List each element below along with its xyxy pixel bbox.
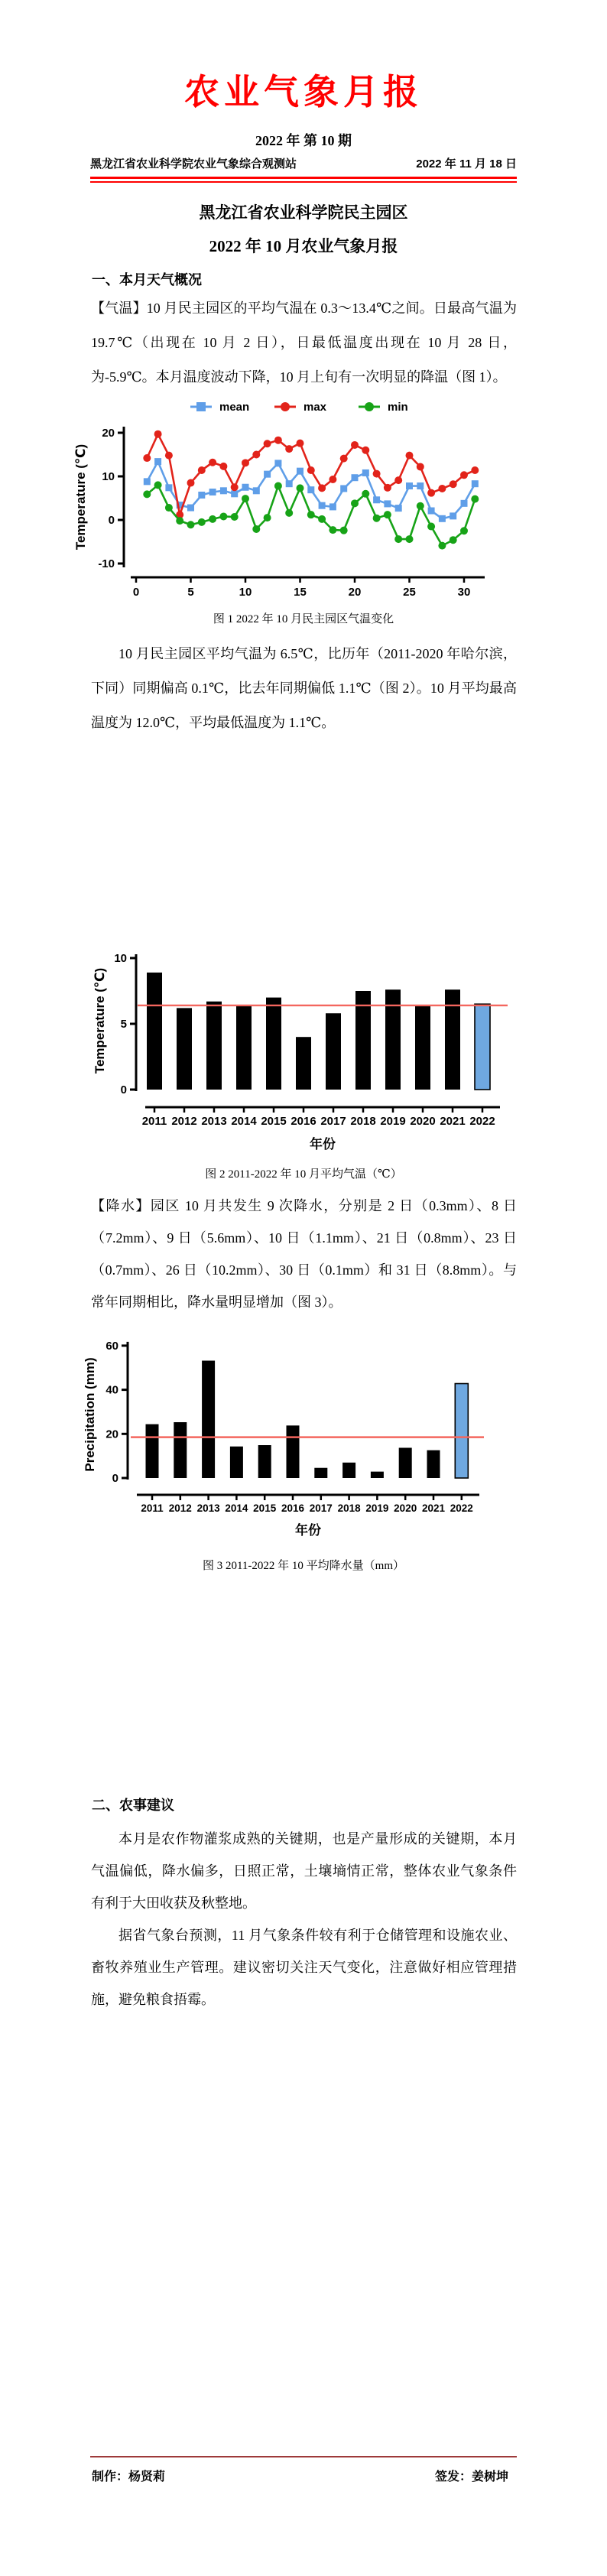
svg-text:0: 0 <box>108 514 115 527</box>
svg-text:max: max <box>304 401 327 414</box>
svg-text:2013: 2013 <box>201 1115 227 1128</box>
temperature-summary-paragraph: 10 月民主园区平均气温为 6.5℃，比历年（2011-2020 年哈尔滨，下同）同期偏高 0.1℃，比去年同期偏低 1.1℃（图 2）。10 月平均最高温度为 12.0℃，平均最低温度为 1.1℃。 <box>91 646 517 730</box>
svg-text:2017: 2017 <box>309 1502 333 1514</box>
svg-text:2018: 2018 <box>350 1115 376 1128</box>
svg-text:10: 10 <box>102 470 115 483</box>
svg-text:2014: 2014 <box>231 1115 257 1128</box>
advice-paragraph-2: 据省气象台预测，11 月气象条件较有利于仓储管理和设施农业、畜牧养殖业生产管理。建议密切关注天气变化，注意做好相应管理措施，避免粮食捂霉。 <box>91 1928 517 2007</box>
section2-heading: 二、农事建议 <box>92 1798 174 1813</box>
svg-text:20: 20 <box>102 427 115 440</box>
svg-text:2022: 2022 <box>469 1115 495 1128</box>
fig1-caption: 图 1 2022 年 10 月民主园区气温变化 <box>213 613 394 625</box>
section1-heading: 一、本月天气概况 <box>92 272 202 287</box>
svg-text:2015: 2015 <box>261 1115 287 1128</box>
svg-text:2017: 2017 <box>320 1115 346 1128</box>
svg-text:Precipitation (mm): Precipitation (mm) <box>83 1357 97 1472</box>
svg-text:mean: mean <box>219 401 250 414</box>
advice-paragraph-1: 本月是农作物灌浆成熟的关键期，也是产量形成的关键期，本月气温偏低，降水偏多，日照正常，土壤墒情正常，整体农业气象条件有利于大田收获及秋整地。 <box>91 1831 517 1911</box>
svg-text:5: 5 <box>120 1018 127 1031</box>
svg-text:2012: 2012 <box>171 1115 197 1128</box>
svg-text:2016: 2016 <box>281 1502 305 1514</box>
header-row <box>90 155 517 171</box>
svg-text:15: 15 <box>294 586 307 599</box>
svg-text:min: min <box>388 401 408 414</box>
temperature-paragraph: 【气温】10 月民主园区的平均气温在 0.3～13.4℃之间。日最高气温为 19.7℃（出现在 10 月 2 日），日最低温度出现在 10 月 28 日，为-5.9℃。本月温度波动下降，10 月上旬有一次明显的降温（图 1）。 <box>91 300 517 385</box>
svg-text:-10: -10 <box>98 557 115 570</box>
temperature-line-chart <box>59 396 548 603</box>
svg-text:2015: 2015 <box>253 1502 277 1514</box>
svg-text:2012: 2012 <box>168 1502 192 1514</box>
svg-text:10: 10 <box>114 952 127 965</box>
svg-text:年份: 年份 <box>310 1137 336 1152</box>
precipitation-bar-chart <box>67 1329 540 1543</box>
svg-text:0: 0 <box>120 1083 127 1096</box>
svg-text:10: 10 <box>239 586 252 599</box>
svg-text:0: 0 <box>132 586 140 599</box>
svg-text:2011: 2011 <box>141 1502 164 1514</box>
svg-text:5: 5 <box>187 586 194 599</box>
svg-text:2019: 2019 <box>365 1502 389 1514</box>
svg-text:Temperature (℃): Temperature (℃) <box>93 967 107 1074</box>
footer-divider <box>90 2456 517 2457</box>
masthead-title: 农业气象月报 <box>184 73 423 112</box>
svg-text:2021: 2021 <box>440 1115 466 1128</box>
svg-text:2014: 2014 <box>225 1502 248 1514</box>
maker-credit: 制作：杨贤莉 <box>92 2470 166 2483</box>
header-divider <box>90 177 517 183</box>
footer-row <box>92 2467 508 2484</box>
svg-text:25: 25 <box>403 586 416 599</box>
svg-text:60: 60 <box>105 1339 118 1353</box>
svg-text:40: 40 <box>105 1383 118 1397</box>
svg-text:2018: 2018 <box>337 1502 361 1514</box>
avg-temperature-bar-chart <box>70 889 529 1157</box>
issue-line: 2022 年 第 10 期 <box>255 133 352 148</box>
svg-text:0: 0 <box>112 1472 118 1485</box>
signer-credit: 签发：姜树坤 <box>434 2470 508 2483</box>
doc-title-line1: 黑龙江省农业科学院民主园区 <box>199 203 408 222</box>
issue-date: 2022 年 11 月 18 日 <box>416 158 517 171</box>
svg-text:2011: 2011 <box>141 1115 167 1128</box>
svg-text:2022: 2022 <box>450 1502 473 1514</box>
svg-text:20: 20 <box>348 586 362 599</box>
svg-text:年份: 年份 <box>295 1523 321 1538</box>
svg-text:2020: 2020 <box>394 1502 417 1514</box>
svg-text:2019: 2019 <box>380 1115 406 1128</box>
svg-text:30: 30 <box>457 586 471 599</box>
svg-text:2013: 2013 <box>196 1502 220 1514</box>
svg-text:2021: 2021 <box>421 1502 446 1514</box>
svg-text:20: 20 <box>105 1428 118 1441</box>
fig3-caption: 图 3 2011-2022 年 10 平均降水量（mm） <box>202 1560 405 1572</box>
svg-text:Temperature (℃): Temperature (℃) <box>73 443 88 551</box>
fig2-caption: 图 2 2011-2022 年 10 月平均气温（℃） <box>205 1168 402 1181</box>
doc-title-line2: 2022 年 10 月农业气象月报 <box>209 237 398 255</box>
org-name: 黑龙江省农业科学院农业气象综合观测站 <box>90 158 297 171</box>
precipitation-paragraph: 【降水】园区 10 月共发生 9 次降水，分别是 2 日（0.3mm）、8 日（7.2mm）、9 日（5.6mm）、10 日（1.1mm）、21 日（0.8mm）、23 日（0.7mm）、26 日（10.2mm）、30 日（0.1mm）和 31 日（8.8mm）。与常年同期相比，降水量明显增加（图 3）。 <box>91 1198 517 1310</box>
svg-text:2020: 2020 <box>410 1115 436 1128</box>
svg-text:2016: 2016 <box>291 1115 316 1128</box>
